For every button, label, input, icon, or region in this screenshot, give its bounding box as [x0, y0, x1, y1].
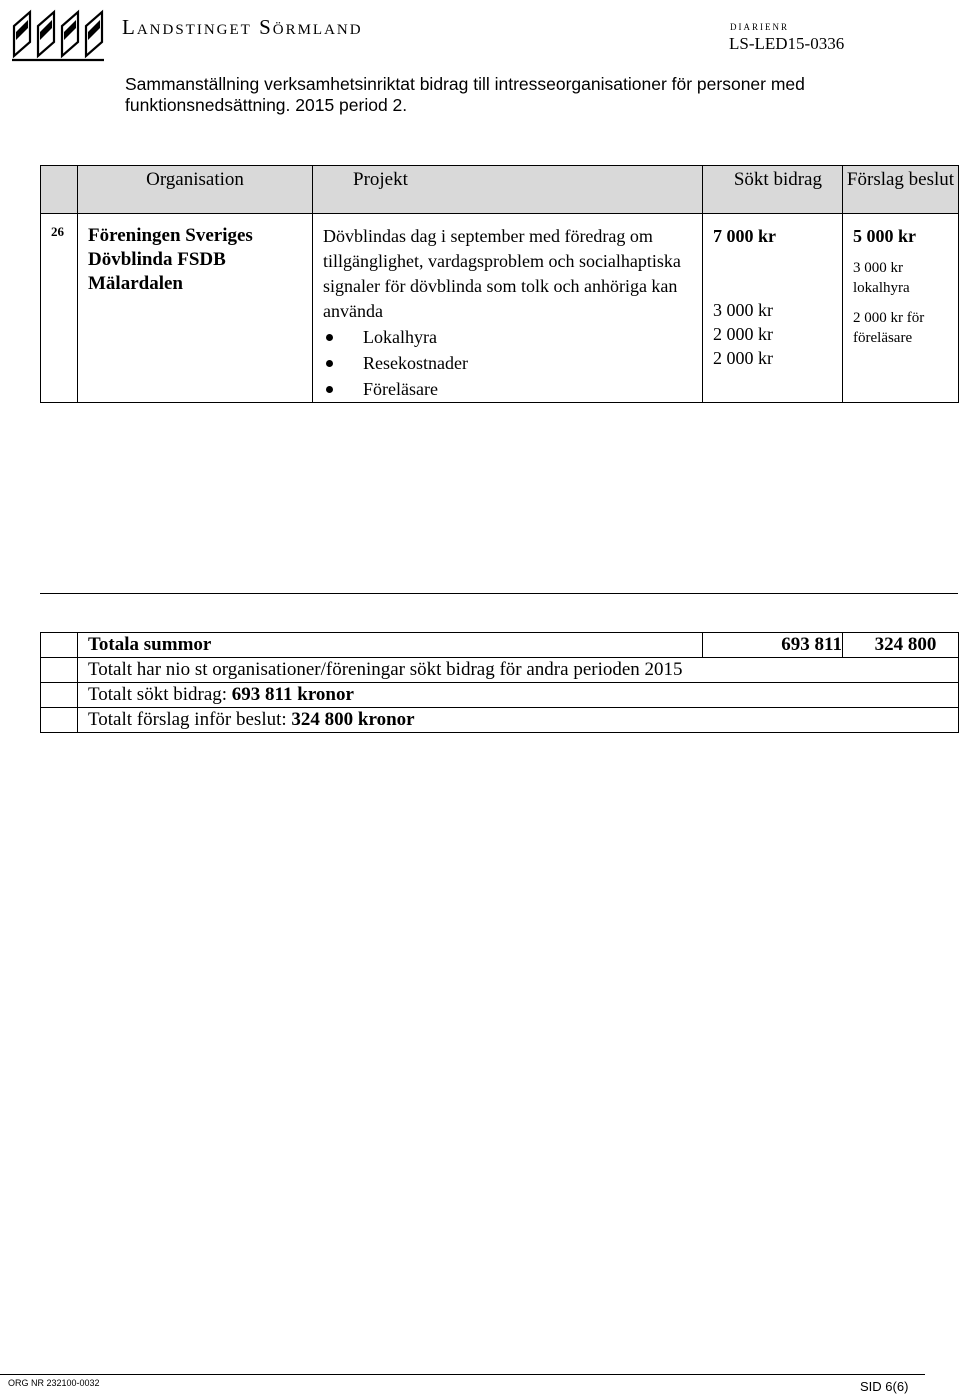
summary-row [41, 708, 959, 733]
forslag-cell [843, 214, 959, 403]
footer-divider [0, 1374, 925, 1375]
summary-forslag-value: 324 800 kronor [291, 709, 415, 730]
org-number: ORG NR 232100-0032 [8, 1378, 100, 1388]
header-number [41, 166, 78, 214]
list-item: Resekostnader [323, 350, 696, 376]
grants-table [40, 165, 959, 403]
project-description: Dövblindas dag i september med föredrag om tillgänglighet, vardagsproblem och socialhaptiska signaler för dövblinda som tolk och anhöriga kan använda [323, 226, 681, 321]
header-organisation: Organisation [78, 166, 313, 214]
sokt-total: 7 000 kr [713, 226, 776, 246]
summary-table [40, 632, 959, 733]
summary-spacer [41, 683, 78, 708]
summary-sokt-value: 693 811 kronor [231, 684, 354, 705]
totals-forslag: 324 800 [843, 633, 959, 658]
summary-forslag-label: Totalt förslag inför beslut: [88, 709, 292, 730]
table-header-row [41, 166, 959, 214]
summary-line-count: Totalt har nio st organisationer/föreningar sökt bidrag för andra perioden 2015 [78, 658, 959, 683]
summary-spacer [41, 633, 78, 658]
summary-line-forslag [78, 708, 959, 733]
summary-row [41, 658, 959, 683]
summary-line-sokt [78, 683, 959, 708]
summary-sokt-label: Totalt sökt bidrag: [88, 684, 232, 705]
sokt-bidrag-cell [703, 214, 843, 403]
summary-row-totals [41, 633, 959, 658]
organisation-name: Föreningen Sveriges Dövblinda FSDB Mälardalen [78, 214, 313, 403]
summary-row [41, 683, 959, 708]
diarie-label: DIARIENR [730, 22, 789, 32]
totals-label: Totala summor [78, 633, 703, 658]
section-divider [40, 593, 958, 594]
sokt-item: 2 000 kr [713, 324, 773, 344]
header-projekt: Projekt [313, 166, 703, 214]
sokt-item: 2 000 kr [713, 348, 773, 368]
project-cost-list [323, 324, 696, 402]
project-cell [313, 214, 703, 403]
landsting-logo [8, 4, 108, 64]
row-number: 26 [41, 214, 78, 403]
forslag-total: 5 000 kr [853, 226, 916, 246]
forslag-item: 2 000 kr för föreläsare [853, 310, 925, 346]
page-number: SID 6(6) [860, 1379, 909, 1394]
organization-name: Landstinget Sörmland [122, 15, 363, 39]
header-sokt-bidrag: Sökt bidrag [703, 166, 843, 214]
table-row [41, 214, 959, 403]
header-forslag-beslut: Förslag beslut [843, 166, 959, 214]
document-title: Sammanställning verksamhetsinriktat bidrag till intresseorganisationer för personer med funktionsnedsättning. 2015 period 2. [125, 74, 805, 115]
diarie-number: LS-LED15-0336 [729, 34, 845, 53]
sokt-items [713, 298, 842, 370]
list-item: Föreläsare [323, 376, 696, 402]
summary-spacer [41, 708, 78, 733]
summary-spacer [41, 658, 78, 683]
list-item: Lokalhyra [323, 324, 696, 350]
sokt-item: 3 000 kr [713, 300, 773, 320]
forslag-item: 3 000 kr lokalhyra [853, 260, 910, 296]
totals-sokt: 693 811 [703, 633, 843, 658]
